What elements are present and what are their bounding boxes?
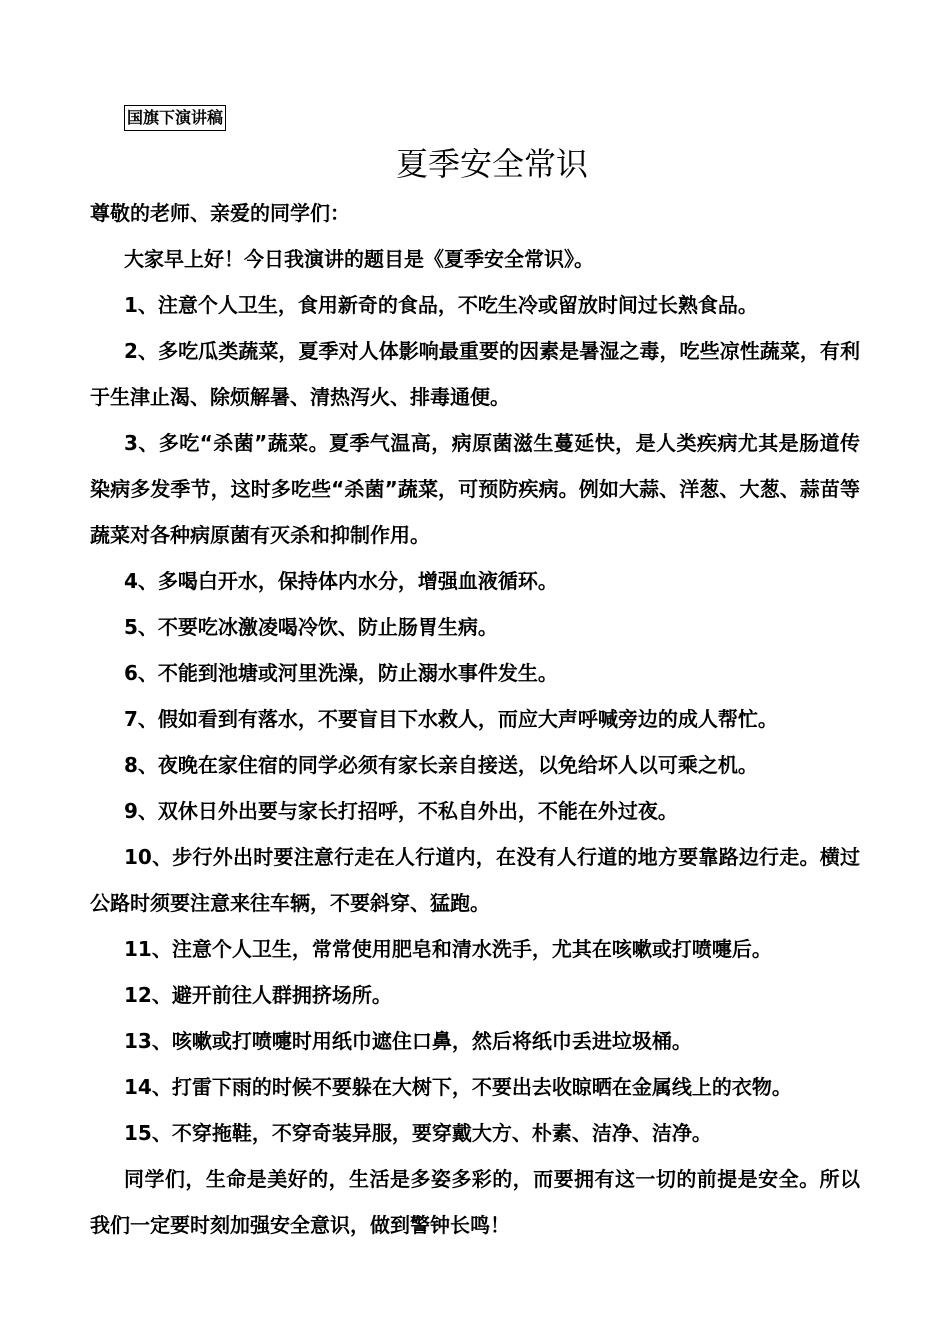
- paragraph-item-8: 8、夜晚在家住宿的同学必须有家长亲自接送，以免给坏人以可乘之机。: [124, 753, 758, 777]
- paragraph-closing: 同学们，生命是美好的，生活是多姿多彩的，而要拥有这一切的前提是安全。所以我们一定要时刻加强安全意识，做到警钟长鸣！: [90, 1167, 860, 1237]
- paragraph-item-2: 2、多吃瓜类蔬菜，夏季对人体影响最重要的因素是暑湿之毒，吃些凉性蔬菜，有利于生津止渴、除烦解暑、清热泻火、排毒通便。: [90, 339, 860, 409]
- paragraph-item-9: 9、双休日外出要与家长打招呼，不私自外出，不能在外过夜。: [124, 799, 678, 823]
- speech-body: [90, 190, 860, 1248]
- paragraph-item-4: 4、多喝白开水，保持体内水分，增强血液循环。: [124, 569, 558, 593]
- paragraph-item-14: 14、打雷下雨的时候不要躲在大树下，不要出去收晾晒在金属线上的衣物。: [124, 1075, 792, 1099]
- paragraph-item-3: 3、多吃“杀菌”蔬菜。夏季气温高，病原菌滋生蔓延快，是人类疾病尤其是肠道传染病多发季节，这时多吃些“杀菌”蔬菜，可预防疾病。例如大蒜、洋葱、大葱、蒜苗等蔬菜对各种病原菌有灭杀和抑制作用。: [90, 431, 860, 547]
- paragraph-item-13: 13、咳嗽或打喷嚏时用纸巾遮住口鼻，然后将纸巾丢进垃圾桶。: [124, 1029, 692, 1053]
- paragraph-item-7: 7、假如看到有落水，不要盲目下水救人，而应大声呼喊旁边的成人帮忙。: [124, 707, 778, 731]
- paragraph-item-15: 15、不穿拖鞋，不穿奇装异服，要穿戴大方、朴素、洁净、洁净。: [124, 1121, 712, 1145]
- paragraph-item-12: 12、避开前往人群拥挤场所。: [124, 983, 392, 1007]
- page-title: 夏季安全常识: [395, 145, 588, 183]
- paragraph-greeting: 大家早上好！今日我演讲的题目是《夏季安全常识》。: [124, 247, 594, 271]
- paragraph-item-1: 1、注意个人卫生，食用新奇的食品，不吃生冷或留放时间过长熟食品。: [124, 293, 758, 317]
- paragraph-item-5: 5、不要吃冰激凌喝冷饮、防止肠胃生病。: [124, 615, 498, 639]
- document-label: 国旗下演讲稿: [124, 105, 226, 131]
- paragraph-item-10: 10、步行外出时要注意行走在人行道内，在没有人行道的地方要靠路边行走。横过公路时须要注意来往车辆，不要斜穿、猛跑。: [90, 845, 860, 915]
- paragraph-item-6: 6、不能到池塘或河里洗澡，防止溺水事件发生。: [124, 661, 558, 685]
- paragraph-item-11: 11、注意个人卫生，常常使用肥皂和清水洗手，尤其在咳嗽或打喷嚏后。: [124, 937, 772, 961]
- salutation: 尊敬的老师、亲爱的同学们：: [90, 201, 350, 225]
